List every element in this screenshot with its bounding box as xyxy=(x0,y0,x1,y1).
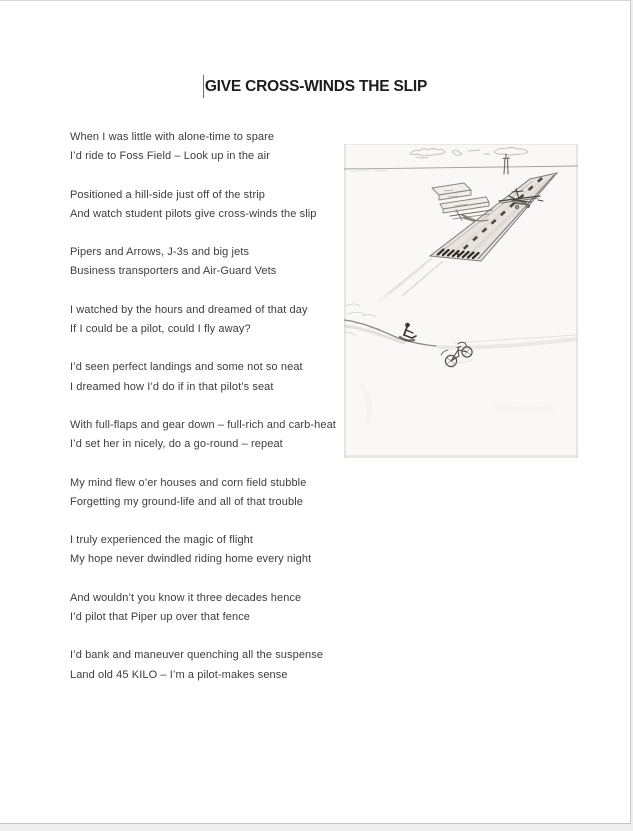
text-cursor xyxy=(203,75,204,98)
stanza-2 xyxy=(70,186,360,224)
poem-line[interactable]: My mind flew o’er houses and corn field stubble xyxy=(70,476,307,489)
poem-line[interactable]: Positioned a hill-side just off of the strip xyxy=(70,188,265,201)
stanza-8 xyxy=(70,531,360,569)
poem-line[interactable]: I truly experienced the magic of flight xyxy=(70,534,254,547)
poem-line[interactable]: Land old 45 KILO – I’m a pilot-makes sense xyxy=(70,668,288,681)
stanza-6 xyxy=(70,416,360,454)
poem-line[interactable]: And watch student pilots give cross-winds the slip xyxy=(70,207,317,220)
poem-line[interactable]: I’d set her in nicely, do a go-round – repeat xyxy=(70,438,283,451)
stanza-5 xyxy=(70,358,360,396)
poem-line[interactable]: Pipers and Arrows, J-3s and big jets xyxy=(70,246,250,259)
poem-line[interactable]: And wouldn’t you know it three decades hence xyxy=(70,591,302,604)
stanza-7 xyxy=(70,474,360,512)
poem-line[interactable]: I’d pilot that Piper up over that fence xyxy=(70,610,251,623)
airfield-sketch-drawing xyxy=(344,144,578,458)
poem-line[interactable]: With full-flaps and gear down – full-rich and carb-heat xyxy=(70,418,336,431)
poem-line[interactable]: Business transporters and Air-Guard Vets xyxy=(70,265,277,278)
poem-illustration[interactable] xyxy=(344,144,578,458)
stanza-9 xyxy=(70,589,360,627)
poem-line[interactable]: My hope never dwindled riding home every night xyxy=(70,553,312,566)
poem-line[interactable]: When I was little with alone-time to spare xyxy=(70,131,275,143)
poem-line[interactable]: I’d ride to Foss Field – Look up in the air xyxy=(70,150,270,163)
poem-line[interactable]: If I could be a pilot, could I fly away? xyxy=(70,322,251,335)
stanza-1 xyxy=(70,128,360,166)
poem-line[interactable]: I dreamed how I’d do if in that pilot’s seat xyxy=(70,380,274,393)
stanza-3 xyxy=(70,243,360,281)
poem-title[interactable]: GIVE CROSS-WINDS THE SLIP xyxy=(204,77,428,95)
poem-line[interactable]: I’d bank and maneuver quenching all the suspense xyxy=(70,649,324,662)
poem-line[interactable]: Forgetting my ground-life and all of that trouble xyxy=(70,495,303,508)
poem-line[interactable]: I’d seen perfect landings and some not so neat xyxy=(70,361,303,374)
stanza-4 xyxy=(70,301,360,339)
poem-body xyxy=(70,128,360,704)
stanza-10 xyxy=(70,646,360,684)
poem-line[interactable]: I watched by the hours and dreamed of that day xyxy=(70,303,308,316)
title-row xyxy=(0,75,630,98)
